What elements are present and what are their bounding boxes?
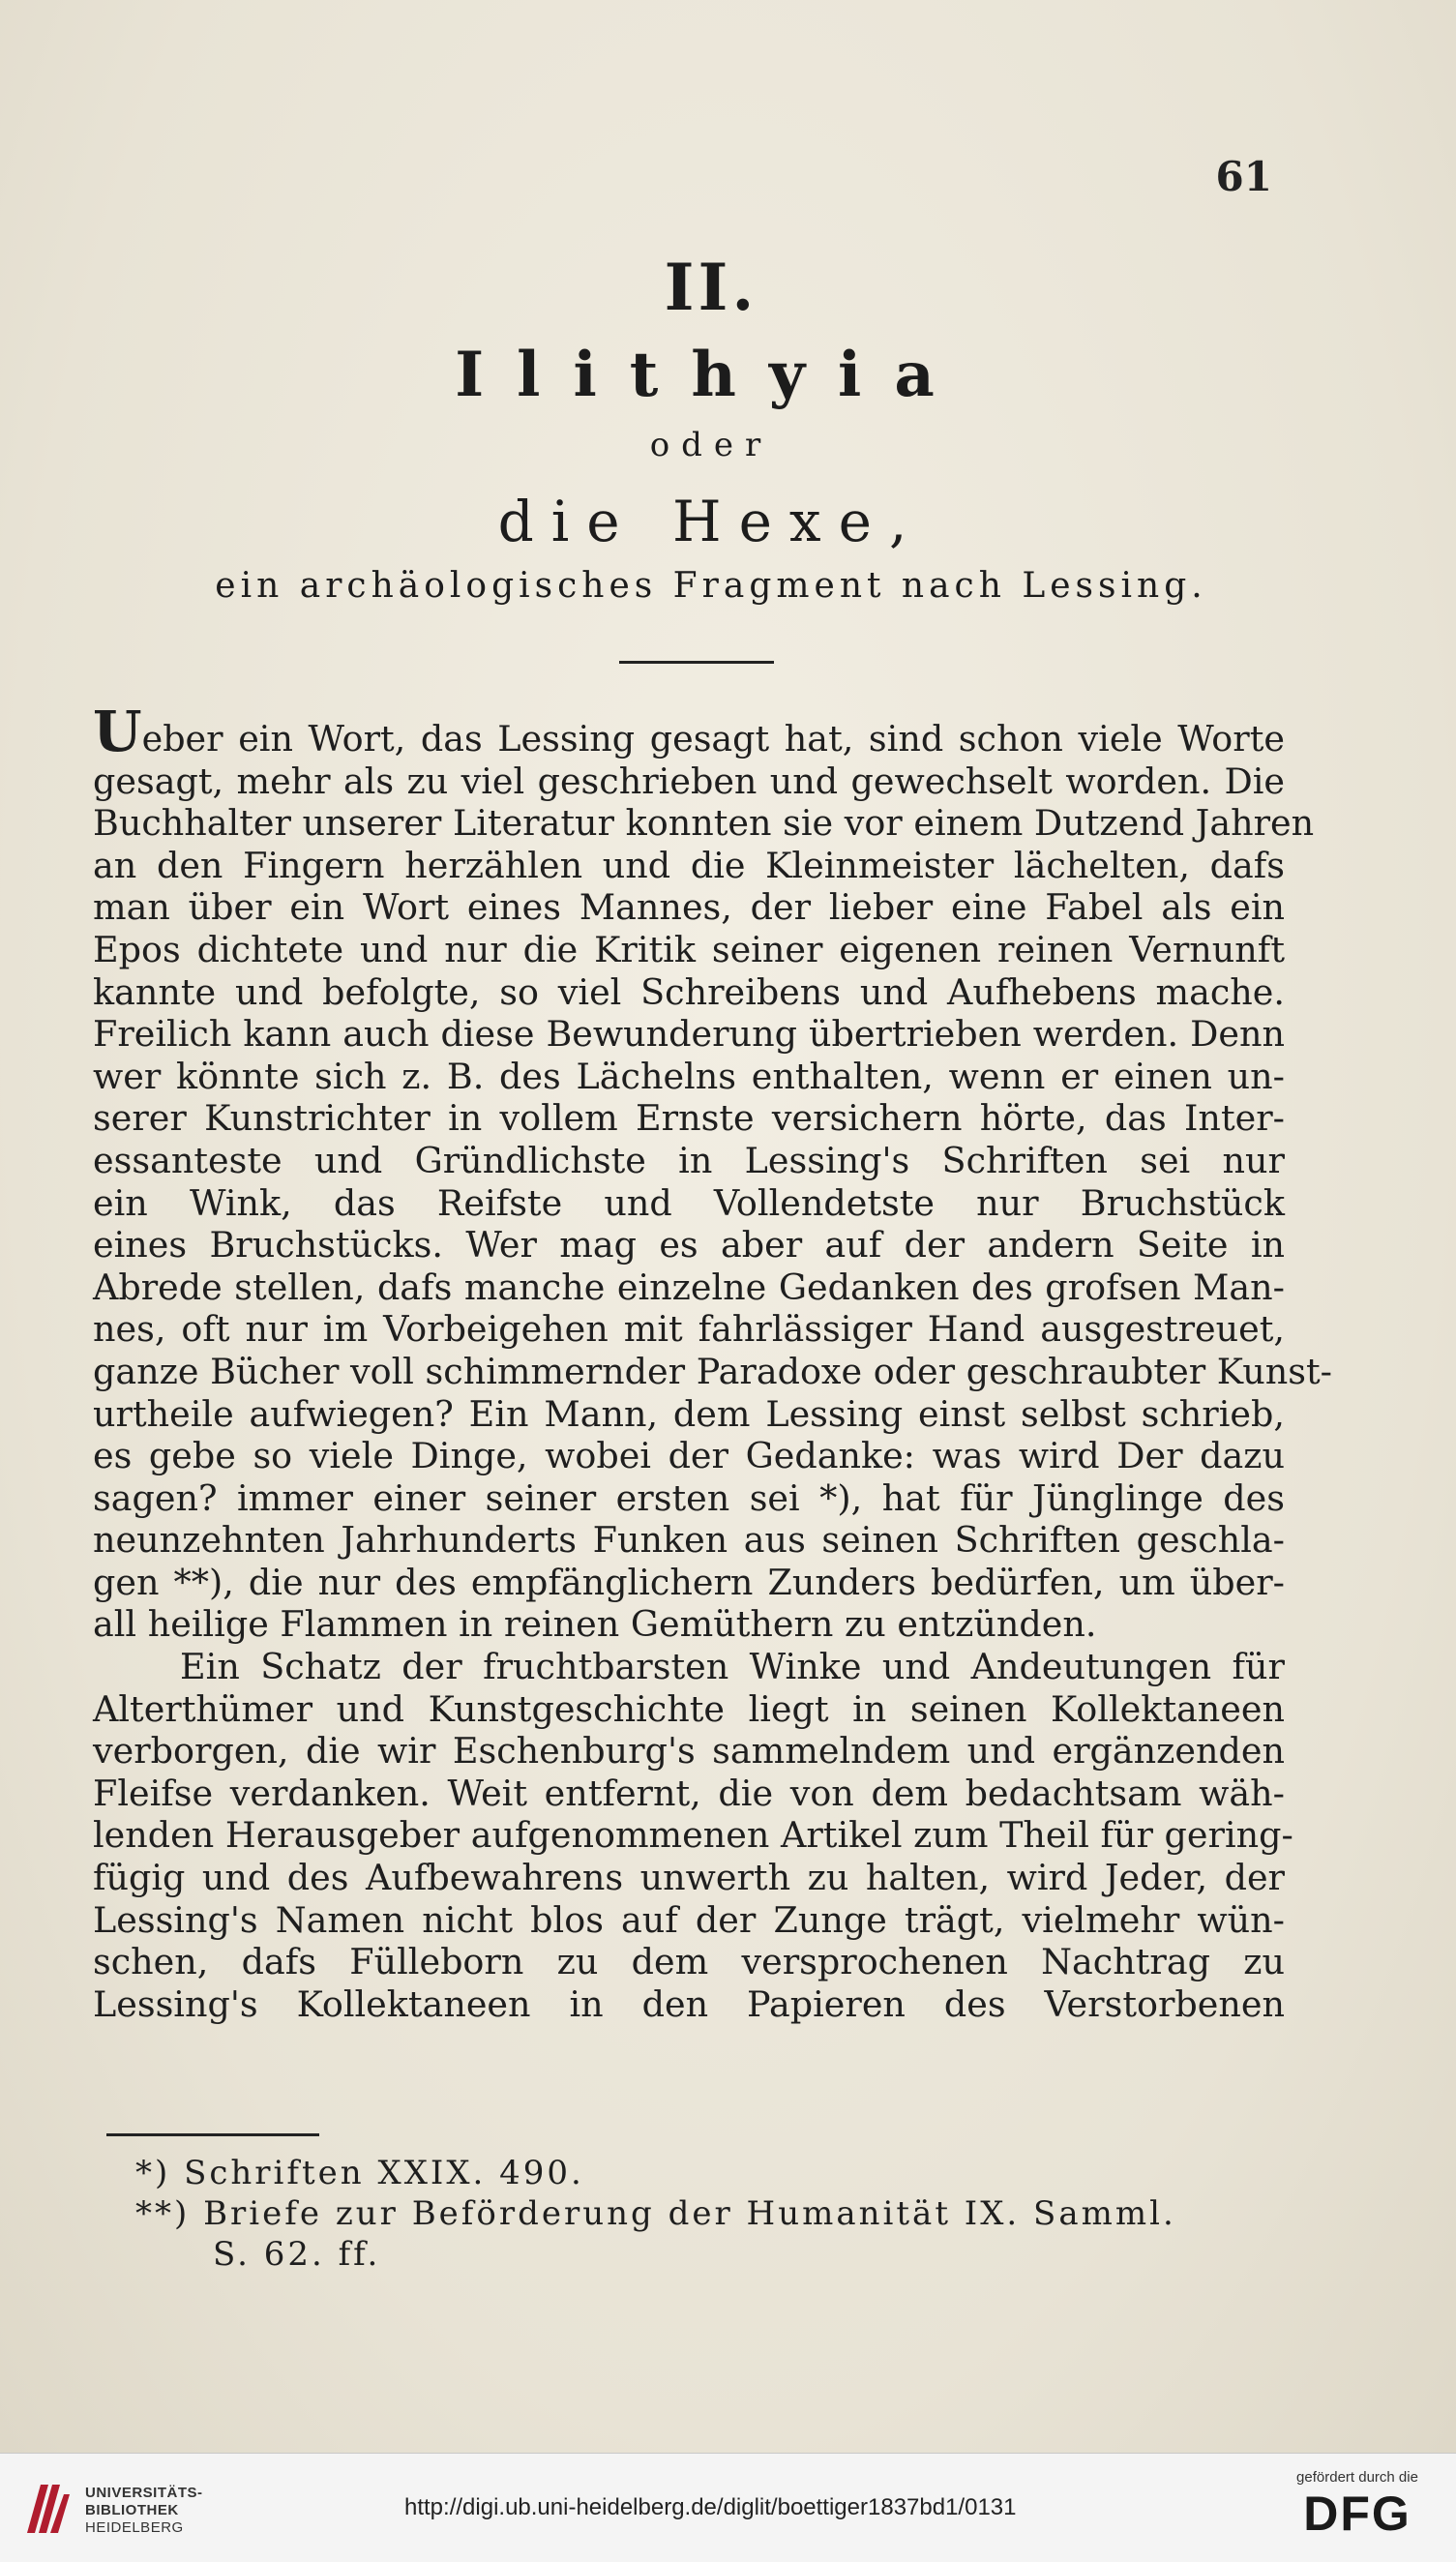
- text-line: Fleifse verdanken. Weit entfernt, die von dem bedachtsam wäh-: [93, 1772, 1285, 1814]
- text-line: an den Fingern herzählen und die Kleinmeister lächelten, dafs: [93, 844, 1285, 886]
- footnote-divider: [106, 2133, 319, 2136]
- text-line: Lessing's Kollektaneen in den Papieren des Verstorbenen: [93, 1982, 1285, 2025]
- text-line: sagen? immer einer seiner ersten sei *), hat für Jünglinge des: [93, 1476, 1285, 1519]
- dfg-logo: DFG: [1303, 2487, 1411, 2541]
- chapter-alt-title: die Hexe,: [497, 489, 925, 554]
- text-line: ein Wink, das Reifste und Vollendetste nur Bruchstück: [93, 1181, 1285, 1224]
- chapter-subtitle: ein archäologisches Fragment nach Lessing.: [215, 566, 1207, 606]
- text-line: wer könnte sich z. B. des Lächelns enthalten, wenn er einen un-: [93, 1055, 1285, 1097]
- text-line: Buchhalter unserer Literatur konnten sie vor einem Dutzend Jahren: [93, 802, 1315, 845]
- footnote: **) Briefe zur Beförderung der Humanität IX. Samml.: [135, 2194, 1176, 2233]
- text-line: all heilige Flammen in reinen Gemüthern zu entzünden.: [93, 1603, 1097, 1646]
- text-line: nes, oft nur im Vorbeigehen mit fahrlässiger Hand ausgestreuet,: [93, 1308, 1285, 1351]
- viewer-footer: [0, 2453, 1456, 2562]
- chapter-numeral: II.: [664, 250, 758, 325]
- text-line: Ein Schatz der fruchtbarsten Winke und Andeutungen für: [180, 1646, 1285, 1688]
- page-number: 61: [1215, 153, 1272, 200]
- text-line: serer Kunstrichter in vollem Ernste versichern hörte, das Inter-: [93, 1097, 1285, 1140]
- library-name: UNIVERSITÄTS- BIBLIOTHEK HEIDELBERG: [85, 2485, 203, 2536]
- footnote: S. 62. ff.: [213, 2235, 381, 2274]
- text-line: Lessing's Namen nicht blos auf der Zunge trägt, vielmehr wün-: [93, 1898, 1285, 1941]
- text-line: fügig und des Aufbewahrens unwerth zu halten, wird Jeder, der: [93, 1857, 1285, 1899]
- body-text: [93, 699, 1332, 2025]
- text-line: urtheile aufwiegen? Ein Mann, dem Lessing einst selbst schrieb,: [93, 1392, 1285, 1435]
- dfg-sponsor[interactable]: [1280, 2469, 1435, 2542]
- funded-by-label: gefördert durch die: [1296, 2469, 1418, 2486]
- footnote: *) Schriften XXIX. 490.: [135, 2154, 584, 2192]
- text-line: eines Bruchstücks. Wer mag es aber auf der andern Seite in: [93, 1224, 1285, 1266]
- text-line: es gebe so viele Dinge, wobei der Gedanke: was wird Der dazu: [93, 1435, 1285, 1477]
- heading-divider: [619, 661, 774, 664]
- text-line: kannte und befolgte, so viel Schreibens und Aufhebens mache.: [93, 970, 1285, 1013]
- text-line: verborgen, die wir Eschenburg's sammelndem und ergänzenden: [93, 1730, 1285, 1773]
- text-line: Epos dichtete und nur die Kritik seiner eigenen reinen Vernunft: [93, 928, 1285, 970]
- text-line: Ueber ein Wort, das Lessing gesagt hat, sind schon viele Worte: [93, 699, 1285, 764]
- text-line: Freilich kann auch diese Bewunderung übertrieben werden. Denn: [93, 1013, 1285, 1056]
- permalink-url[interactable]: http://digi.ub.uni-heidelberg.de/diglit/boettiger1837bd1/0131: [404, 2494, 1017, 2520]
- drop-initial: U: [93, 699, 142, 764]
- chapter-oder: oder: [649, 426, 773, 464]
- text-line: ganze Bücher voll schimmernder Paradoxe oder geschraubter Kunst-: [93, 1350, 1332, 1392]
- text-line: man über ein Wort eines Mannes, der lieber eine Fabel als ein: [93, 886, 1285, 929]
- text-line: gesagt, mehr als zu viel geschrieben und gewechselt worden. Die: [93, 760, 1285, 802]
- chapter-title: Ilithyia: [455, 339, 967, 411]
- text-line: Abrede stellen, dafs manche einzelne Gedanken des grofsen Man-: [93, 1266, 1285, 1308]
- text-line: gen **), die nur des empfänglichern Zunders bedürfen, um über-: [93, 1561, 1285, 1603]
- text-line: lenden Herausgeber aufgenommenen Artikel zum Theil für gering-: [93, 1814, 1293, 1857]
- footnotes: [135, 2153, 1296, 2275]
- text-line: neunzehnten Jahrhunderts Funken aus seinen Schriften geschla-: [93, 1519, 1285, 1562]
- text-line: Alterthümer und Kunstgeschichte liegt in seinen Kollektaneen: [93, 1687, 1285, 1730]
- text-line: schen, dafs Fülleborn zu dem versprochenen Nachtrag zu: [93, 1941, 1285, 1983]
- university-library-logo-icon[interactable]: [21, 2475, 74, 2543]
- text-line: essanteste und Gründlichste in Lessing's Schriften sei nur: [93, 1139, 1285, 1181]
